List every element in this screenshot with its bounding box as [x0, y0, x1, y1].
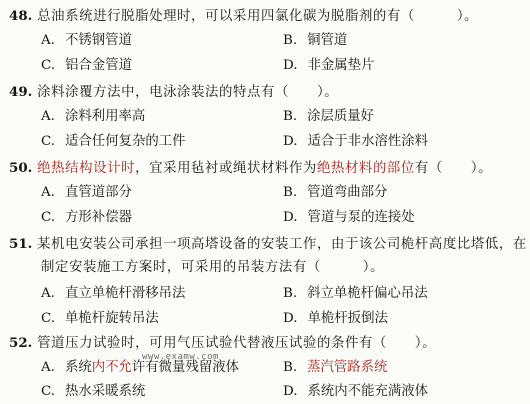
option-b: B. 铜管道 [283, 33, 348, 48]
question-number: 52. [9, 335, 33, 351]
question-text: 涂料涂覆方法中，电泳涂装法的特点有（ ）。 [37, 85, 339, 100]
question-52-stem [0, 331, 530, 355]
question-51-options-row-2 [0, 307, 530, 331]
question-51-stem [0, 232, 530, 256]
highlighted-text: 绝热结构设计时 [37, 161, 136, 176]
option-c: C. 热水采暖系统 [41, 384, 146, 399]
question-51-options-row-1 [0, 282, 530, 306]
question-text: 有（ ）。 [414, 161, 493, 176]
option-a: A. 不锈钢管道 [41, 33, 132, 48]
question-text: 总油系统进行脱脂处理时，可以采用四氯化碳为脱脂剂的有（ ）。 [37, 9, 479, 24]
question-text: 某机电安装公司承担一项高塔设备的安装工作，由于该公司桅杆高度比塔低，在 [37, 237, 527, 252]
option-c: C. 铝合金管道 [41, 58, 132, 73]
option-a: A. 直立单桅杆滑移吊法 [41, 286, 186, 301]
watermark: www.examw.com [142, 352, 219, 362]
question-50-stem [0, 156, 530, 180]
question-52-options-row-1 [0, 356, 530, 380]
question-50-options-row-2 [0, 206, 530, 230]
question-text: 管道压力试验时，可用气压试验代替液压试验的条件有（ ）。 [37, 336, 437, 351]
question-number: 49. [9, 84, 33, 100]
question-48-stem [0, 4, 530, 28]
question-number: 48. [9, 8, 33, 24]
option-a: A. 直管道部分 [41, 185, 132, 200]
option-d: D. 系统内不能充满液体 [283, 384, 429, 399]
highlighted-text: 内不允 [91, 360, 132, 375]
question-number: 50. [9, 160, 33, 176]
option-d: D. 单桅杆扳倒法 [283, 311, 388, 326]
option-b: B. 斜立单桅杆偏心吊法 [283, 286, 428, 301]
option-b: B. 管道弯曲部分 [283, 185, 388, 200]
highlighted-text: 绝热材料的部位 [316, 161, 415, 176]
option-a: A. 系统内不允许有微量残留液体 [41, 360, 240, 375]
question-49-options-row-1 [0, 105, 530, 129]
highlighted-text: 蒸汽管路系统 [307, 360, 388, 375]
option-c: C. 方形补偿器 [41, 210, 132, 225]
option-a: A. 涂料利用率高 [41, 109, 146, 124]
option-b: B. 蒸汽管路系统 [283, 360, 388, 375]
question-text: 制定安装施工方案时，可采用的吊装方法有（ ）。 [41, 260, 385, 275]
question-48-options-row-2 [0, 54, 530, 78]
option-c: C. 适合任何复杂的工件 [41, 134, 186, 149]
option-b: B. 涂层质量好 [283, 109, 375, 124]
option-d: D. 适合于非水溶性涂料 [283, 134, 429, 149]
question-50-options-row-1 [0, 181, 530, 205]
question-49-stem [0, 80, 530, 104]
question-48-options-row-1 [0, 29, 530, 53]
question-text: ，宜采用毡衬或绳状材料作为 [135, 161, 317, 176]
question-49-options-row-2 [0, 130, 530, 154]
question-52-options-row-2 [0, 380, 530, 404]
option-d: D. 非金属垫片 [283, 58, 375, 73]
question-number: 51. [9, 236, 33, 252]
option-d: D. 管道与泵的连接处 [283, 210, 415, 225]
option-c: C. 单桅杆旋转吊法 [41, 311, 159, 326]
question-51-stem-continued [0, 256, 530, 280]
